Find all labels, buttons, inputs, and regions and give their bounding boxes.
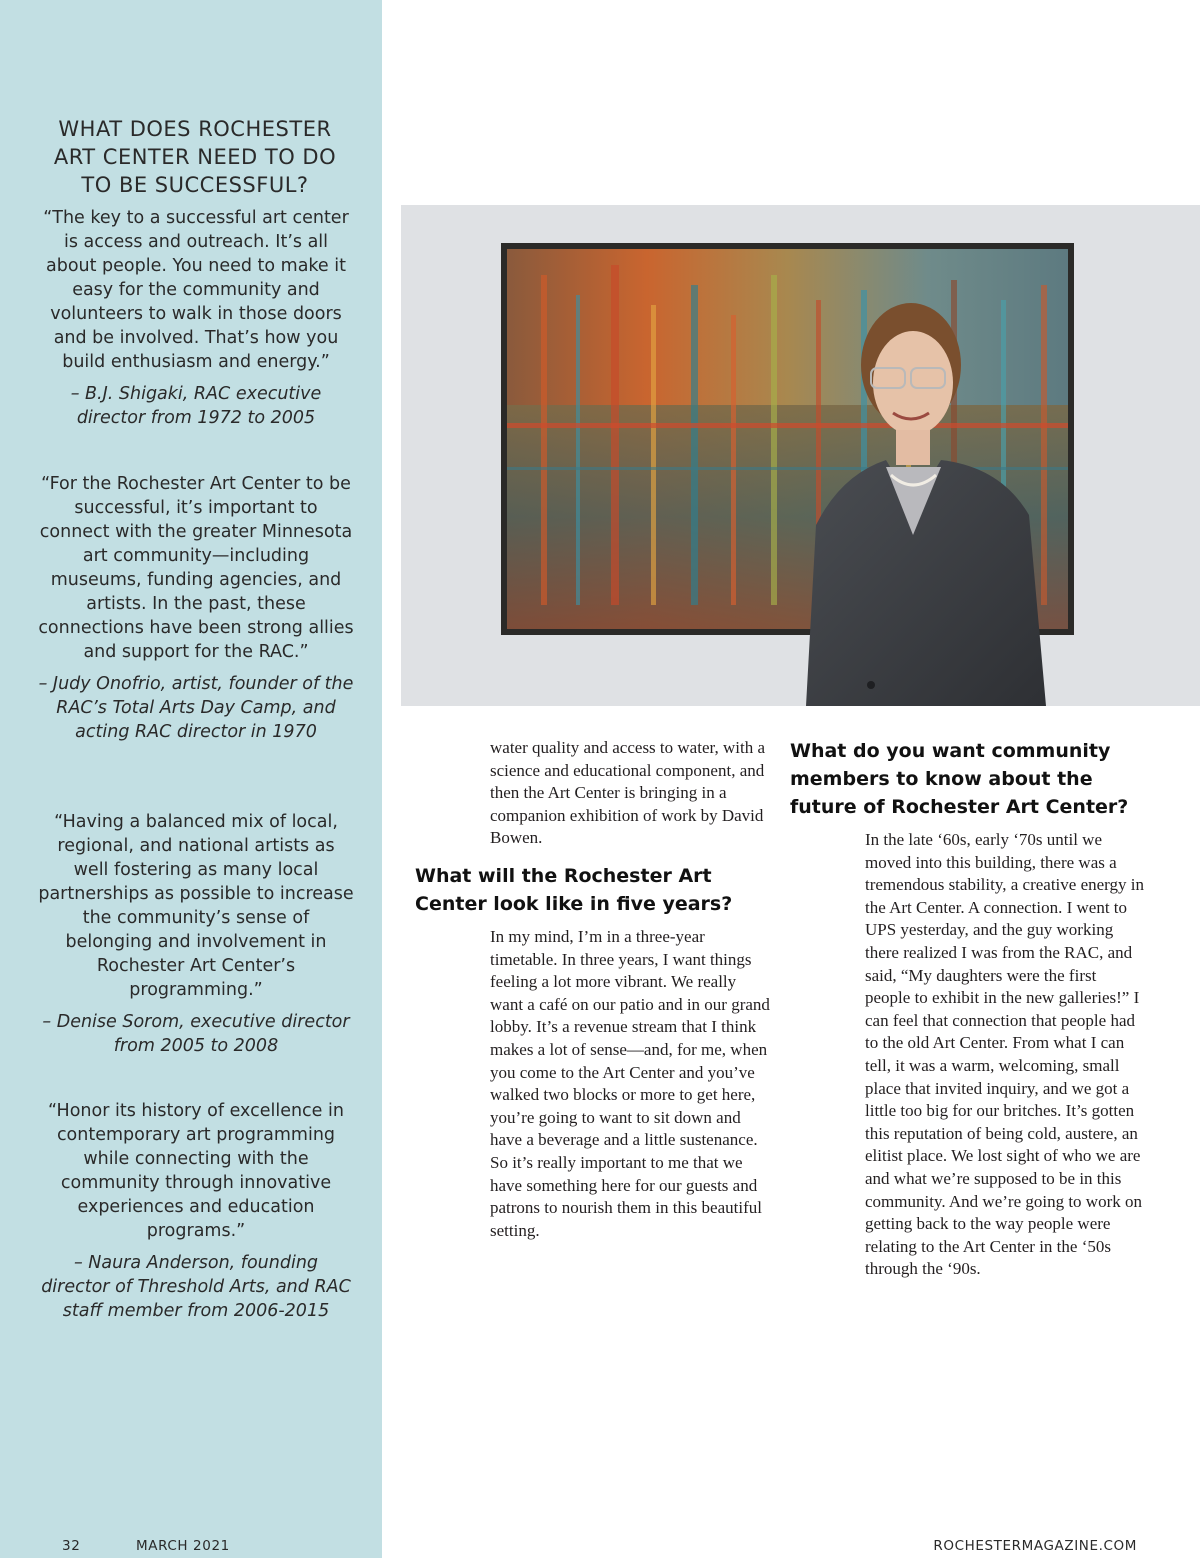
answer-paragraph: In my mind, I’m in a three-year timetable. In three years, I want things feeling a lot more vibrant. We really want a café on our patio and in our grand lobby. It’s a revenue stream that I think makes a lot of sense—and, for me, when you come to the Art Center and you’ve walked two blocks or more to get here, you’re going to want to sit down and have a beverage and a little sustenance. So it’s really important to me that we have something here for our guests and patrons to nourish them in this beautiful setting. [490,926,770,1240]
quote-text: “For the Rochester Art Center to be successful, it’s important to connect with the greater Minnesota art community—including museums, funding agencies, and artists. In the past, these connections have been strong allies and support for the RAC.” [38,474,354,662]
quote-attribution: – B.J. Shigaki, RAC executive director from 1972 to 2005 [70,384,322,428]
sidebar-heading: WHAT DOES ROCHESTER ART CENTER NEED TO DO TO BE SUCCESSFUL? [53,117,337,197]
quote-text: “Honor its history of excellence in contemporary art programming while connecting with the community through innovative experiences and education programs.” [48,1101,344,1241]
quote-text: “The key to a successful art center is access and outreach. It’s all about people. You need to make it easy for the community and volunteers to walk in those doors and be involved. That’s how you build enthusiasm and energy.” [43,208,349,372]
quote-attribution: – Denise Sorom, executive director from 2005 to 2008 [42,1012,350,1056]
issue-date: MARCH 2021 [136,1538,230,1554]
body-paragraph: water quality and access to water, with a science and educational component, and then the Art Center is bringing in a companion exhibition of work by David Bowen. [490,738,765,848]
question-heading: What do you want community members to know about the future of Rochester Art Center? [790,740,1129,818]
question-heading: What will the Rochester Art Center look like in five years? [415,864,733,915]
quote-text: “Having a balanced mix of local, regional, and national artists as well fostering as many local partnerships as possible to increase the community’s sense of belonging and involvement in Rochester Art Center’s programming.” [38,812,354,1000]
article-column-1 [415,737,770,1242]
quote-block [38,1099,354,1323]
quote-block [38,472,354,744]
quote-attribution: – Naura Anderson, founding director of Threshold Arts, and RAC staff member from 2006-2015 [41,1253,351,1321]
website-url: ROCHESTERMAGAZINE.COM [933,1538,1137,1554]
quote-attribution: – Judy Onofrio, artist, founder of the RAC’s Total Arts Day Camp, and acting RAC director in 1970 [38,674,354,742]
article-column-2 [790,737,1155,1281]
page-number: 32 [62,1538,81,1554]
quote-block [38,206,354,430]
answer-paragraph: In the late ‘60s, early ‘70s until we moved into this building, there was a tremendous stability, a creative energy in the Art Center. A connection. I went to UPS yesterday, and the guy working there realized I was from the RAC, and said, “My daughters were the first people to exhibit in the new galleries!” I can feel that connection that people had to the old Art Center. From what I can tell, it was a warm, welcoming, small place that invited inquiry, and we got a little too big for our britches. It’s gotten this reputation of being cold, austere, an elitist place. We lost sight of who we are and what we’re supposed to be in this community. And we’re going to work on getting back to the way people were relating to the Art Center in the ‘50s through the ‘90s. [865,830,1144,1279]
portrait-photo [401,205,1200,706]
sidebar-panel [0,0,382,1558]
quote-block [38,810,354,1058]
portrait-photo-illustration [401,205,1200,706]
